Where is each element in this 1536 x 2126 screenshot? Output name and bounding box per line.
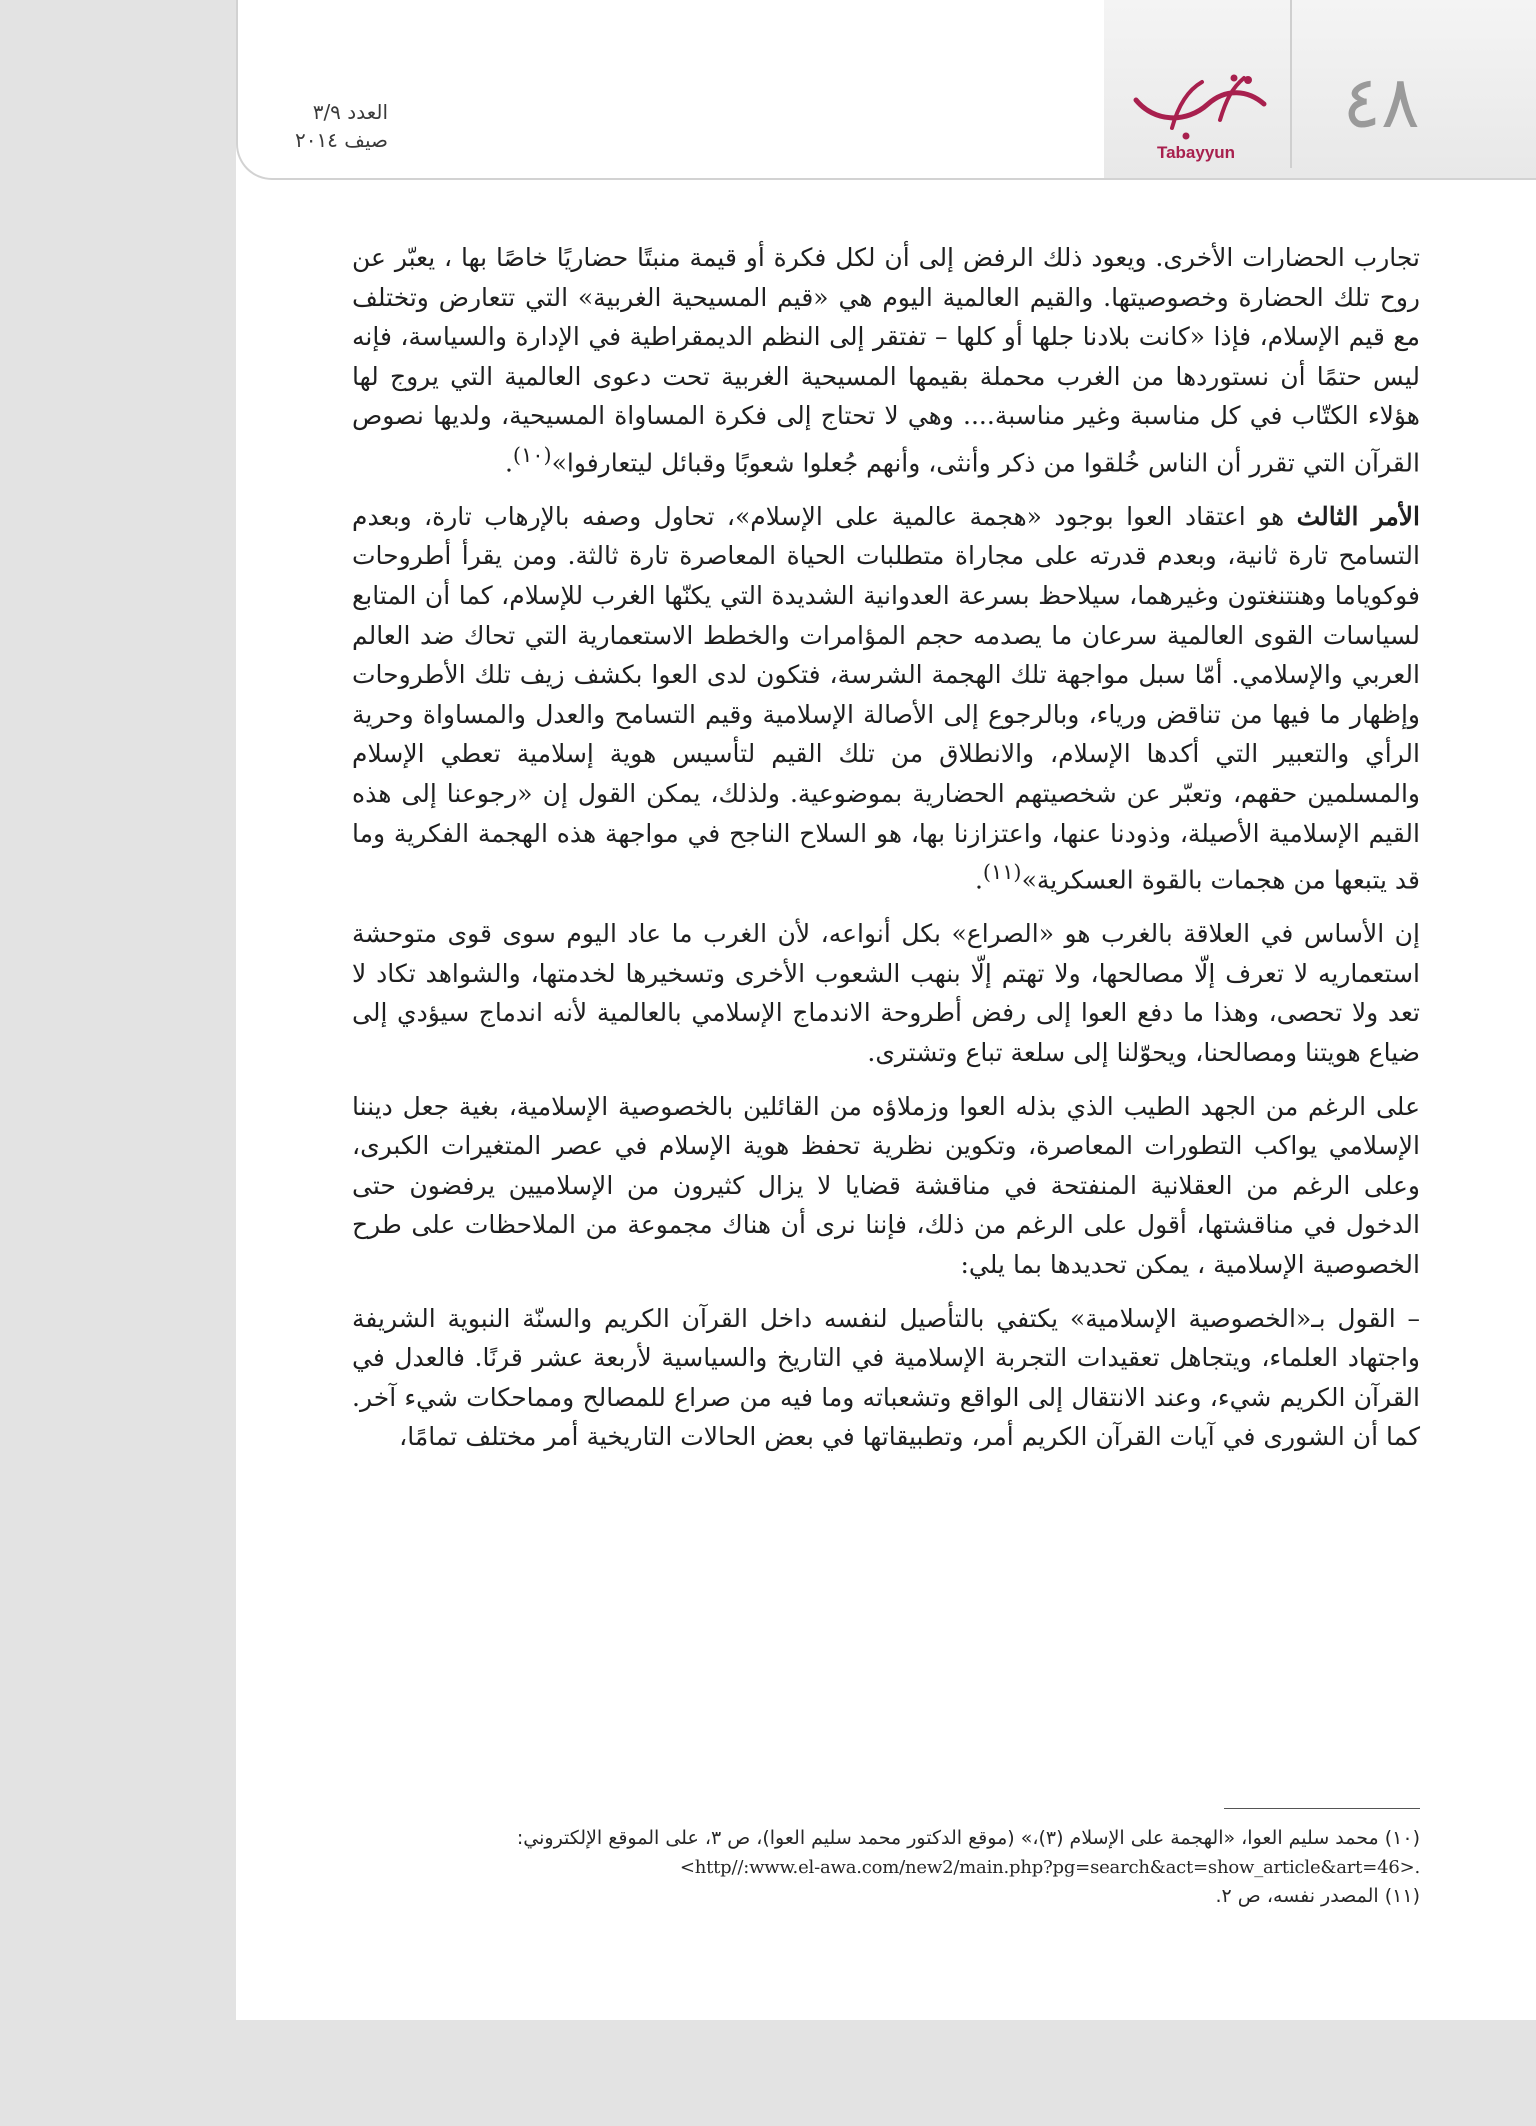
- paragraph-2: الأمر الثالث هو اعتقاد العوا بوجود «هجمة عالمية على الإسلام»، تحاول وصفه بالإرهاب تارة، وبعدم التسامح تارة ثانية، وبعدم قدرته على مجاراة متطلبات الحياة المعاصرة تارة ثالثة. ومن يقرأ أطروحات فوكوياما وهنتنغتون وغيرهما، سيلاحظ بسرعة العدوانية الشديدة التي يكنّها الغرب للإسلام، كما أن المتابع لسياسات القوى العالمية سرعان ما يصدمه حجم المؤامرات والخطط الاستعمارية التي تحاك ضد العالم العربي والإسلامي. أمّا سبل مواجهة تلك الهجمة الشرسة، فتكون لدى العوا بكشف زيف تلك الأطروحات وإظهار ما فيها من تناقض ورياء، وبالرجوع إلى الأصالة الإسلامية وقيم التسامح والعدل والمساواة وحرية الرأي والتعبير التي أكدها الإسلام، والانطلاق من تلك القيم لتأسيس هوية إسلامية تعطي الإسلام والمسلمين حقهم، وتعبّر عن شخصيتهم الحضارية بموضوعية. ولذلك، يمكن القول إن «رجوعنا إلى هذه القيم الإسلامية الأصيلة، وذودنا عنها، واعتزازنا بها، هو السلاح الناجح في مواجهة هذه الهجمة الفكرية وما قد يتبعها من هجمات بالقوة العسكرية»$^{(١١)}$.: [352, 501, 1420, 895]
- article-body: [352, 238, 1420, 1471]
- paragraph-5: – القول بـ«الخصوصية الإسلامية» يكتفي بالتأصيل لنفسه داخل القرآن الكريم والسنّة النبوية الشريفة واجتهاد العلماء، ويتجاهل تعقيدات التجربة الإسلامية في التاريخ والسياسية لأربعة عشر قرنًا. فالعدل في القرآن الكريم شيء، وعند الانتقال إلى الواقع وتشعباته وما فيه من صراع للمصالح ومماحكات شيء آخر. كما أن الشورى في آيات القرآن الكريم أمر، وتطبيقاتها في بعض الحالات التاريخية أمر مختلف تمامًا،: [352, 1303, 1420, 1452]
- season-label: صيف ٢٠١٤: [294, 128, 388, 152]
- footnote-ref-11: (١١): [982, 860, 1022, 885]
- footnote-10-url: <http//:www.el-awa.com/new2/main.php?pg=search&act=show_article&art=46>.: [679, 1857, 1420, 1878]
- paragraph-1-text: تجارب الحضارات الأخرى. ويعود ذلك الرفض إلى أن لكل فكرة أو قيمة منبتًا حضاريًا خاصًا بها ، يعبّر عن روح تلك الحضارة وخصوصيتها. والقيم العالمية اليوم هي «قيم المسيحية الغربية» التي تتعارض وتختلف مع قيم الإسلام، فإذا «كانت بلادنا جلها أو كلها – تفتقر إلى النظم الديمقراطية في الإدارة والسياسة، فإنه ليس حتمًا أن نستوردها من الغرب محملة بقيمها المسيحية الغربية تحت دعوى العالمية التي يروج لها هؤلاء الكتّاب في كل مناسبة وغير مناسبة.... وهي لا تحتاج إلى فكرة المساواة المسيحية، ولديها نصوص القرآن التي تقرر أن الناس خُلقوا من ذكر وأنثى، وأنهم جُعلوا شعوبًا وقبائل ليتعارفوا»: [352, 243, 1420, 478]
- footnotes: [352, 1808, 1420, 1911]
- tabayyun-logo: [1116, 70, 1276, 166]
- logo-latin-text: Tabayyun: [1156, 143, 1236, 162]
- issue-label: العدد ٣/٩: [312, 100, 388, 124]
- issue-info: [266, 98, 388, 154]
- footnote-rule: [1224, 1808, 1420, 1809]
- document-page: [236, 0, 1536, 2020]
- paragraph-2-text: هو اعتقاد العوا بوجود «هجمة عالمية على الإسلام»، تحاول وصفه بالإرهاب تارة، وبعدم التسامح تارة ثانية، وبعدم قدرته على مجاراة متطلبات الحياة المعاصرة تارة ثالثة. ومن يقرأ أطروحات فوكوياما وهنتنغتون وغيرهما، سيلاحظ بسرعة العدوانية الشديدة التي يكنّها الغرب للإسلام، كما أن المتابع لسياسات القوى العالمية سرعان ما يصدمه حجم المؤامرات والخطط الاستعمارية التي تحاك ضد العالم العربي والإسلامي. أمّا سبل مواجهة تلك الهجمة الشرسة، فتكون لدى العوا بكشف زيف تلك الأطروحات وإظهار ما فيها من تناقض ورياء، وبالرجوع إلى الأصالة الإسلامية وقيم التسامح والعدل والمساواة وحرية الرأي والتعبير التي أكدها الإسلام، والانطلاق من تلك القيم لتأسيس هوية إسلامية تعطي الإسلام والمسلمين حقهم، وتعبّر عن شخصيتهم الحضارية بموضوعية. ولذلك، يمكن القول إن «رجوعنا إلى هذه القيم الإسلامية الأصيلة، وذودنا عنها، واعتزازنا بها، هو السلاح الناجح في مواجهة هذه الهجمة الفكرية وما قد يتبعها من هجمات بالقوة العسكرية»: [352, 501, 1420, 895]
- page-number: ٤٨: [1342, 60, 1420, 144]
- footnote-11: (١١) المصدر نفسه، ص ٢.: [1215, 1885, 1420, 1907]
- header-divider: [1290, 0, 1292, 168]
- footnote-10: (١٠) محمد سليم العوا، «الهجمة على الإسلام (٣)،» (موقع الدكتور محمد سليم العوا)، ص ٣، على الموقع الإلكتروني:: [516, 1827, 1420, 1849]
- page-header: [236, 0, 1536, 180]
- footnote-ref-10: (١٠): [512, 442, 552, 467]
- paragraph-3: إن الأساس في العلاقة بالغرب هو «الصراع» بكل أنواعه، لأن الغرب ما عاد اليوم سوى قوى متوحشة استعماريه لا تعرف إلّا مصالحها، ولا تهتم إلّا بنهب الشعوب الأخرى وتسخيرها لخدمتها، والشواهد تكاد لا تعد ولا تحصى، وهذا ما دفع العوا إلى رفض أطروحة الاندماج الإسلامي بالعالمية لأنه اندماج سيؤدي إلى ضياع هويتنا ومصالحنا، ويحوّلنا إلى سلعة تباع وتشترى.: [352, 919, 1420, 1067]
- paragraph-2-lead: الأمر الثالث: [1296, 501, 1420, 531]
- paragraph-1: تجارب الحضارات الأخرى. ويعود ذلك الرفض إلى أن لكل فكرة أو قيمة منبتًا حضاريًا خاصًا بها ، يعبّر عن روح تلك الحضارة وخصوصيتها. والقيم العالمية اليوم هي «قيم المسيحية الغربية» التي تتعارض وتختلف مع قيم الإسلام، فإذا «كانت بلادنا جلها أو كلها – تفتقر إلى النظم الديمقراطية في الإدارة والسياسة، فإنه ليس حتمًا أن نستوردها من الغرب محملة بقيمها المسيحية الغربية تحت دعوى العالمية التي يروج لها هؤلاء الكتّاب في كل مناسبة وغير مناسبة.... وهي لا تحتاج إلى فكرة المساواة المسيحية، ولديها نصوص القرآن التي تقرر أن الناس خُلقوا من ذكر وأنثى، وأنهم جُعلوا شعوبًا وقبائل ليتعارفوا»$^{(١٠)}$.: [352, 243, 1420, 478]
- paragraph-4: على الرغم من الجهد الطيب الذي بذله العوا وزملاؤه من القائلين بالخصوصية الإسلامية، بغية جعل ديننا الإسلامي يواكب التطورات المعاصرة، وتكوين نظرية تحفظ هوية الإسلام في عصر المتغيرات الكبرى، وعلى الرغم من العقلانية المنفتحة في مناقشة قضايا لا يزال كثيرون من الإسلاميين يرفضون حتى الدخول في مناقشتها، أقول على الرغم من ذلك، فإننا نرى أن هناك مجموعة من الملاحظات على طرح الخصوصية الإسلامية ، يمكن تحديدها بما يلي:: [352, 1091, 1420, 1279]
